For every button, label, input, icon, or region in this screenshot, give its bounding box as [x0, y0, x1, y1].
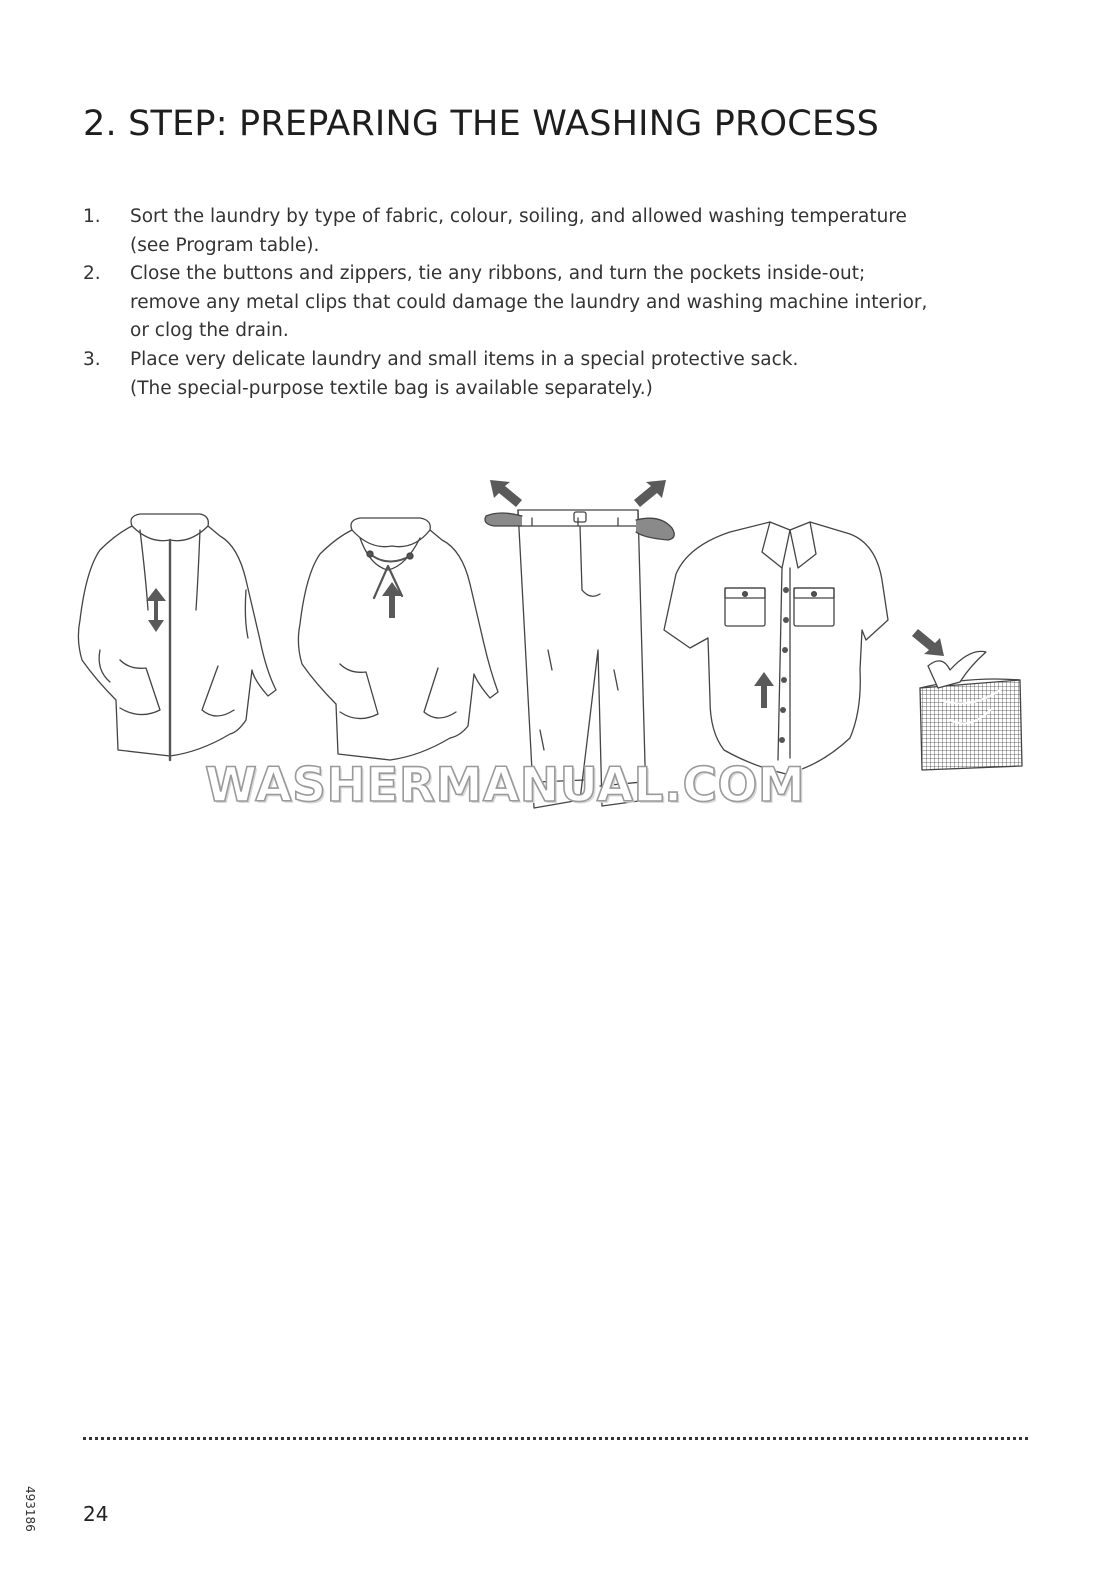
- button-shirt-icon: [664, 522, 888, 774]
- up-arrow-icon: [146, 588, 166, 632]
- down-arrow-icon: [912, 629, 944, 656]
- footer-divider: [83, 1437, 1028, 1440]
- step-text-line: Place very delicate laundry and small items in a special protective sack.: [130, 348, 799, 370]
- zip-hoodie-icon: [78, 514, 276, 760]
- step-number: 2.: [83, 263, 101, 285]
- step-text-line: Sort the laundry by type of fabric, colour, soiling, and allowed washing temperature: [130, 206, 907, 227]
- step-number: 3.: [83, 348, 101, 370]
- instruction-step: [83, 260, 1043, 346]
- watermark: WASHERMANUAL.COM: [205, 758, 806, 813]
- laundry-mesh-bag-icon: [920, 651, 1022, 770]
- instruction-step: [83, 346, 1043, 403]
- drawstring-hoodie-icon: [298, 518, 498, 760]
- page-number: 24: [83, 1502, 109, 1526]
- step-text-line: or clog the drain.: [130, 320, 289, 342]
- step-text-line: (The special-purpose textile bag is available separately.): [130, 377, 653, 399]
- instruction-list: [83, 203, 1043, 403]
- page-title: 2. STEP: PREPARING THE WASHING PROCESS: [83, 104, 880, 144]
- instruction-step: [83, 203, 1043, 260]
- step-text-line: (see Program table).: [130, 234, 320, 256]
- step-text-line: remove any metal clips that could damage the laundry and washing machine interior,: [130, 291, 928, 313]
- up-arrow-icon: [754, 672, 774, 708]
- outward-arrows-icon: [490, 480, 666, 507]
- step-text-line: Close the buttons and zippers, tie any ribbons, and turn the pockets inside-out;: [130, 263, 866, 285]
- step-number: 1.: [83, 206, 101, 227]
- document-code: 493186: [23, 1486, 37, 1532]
